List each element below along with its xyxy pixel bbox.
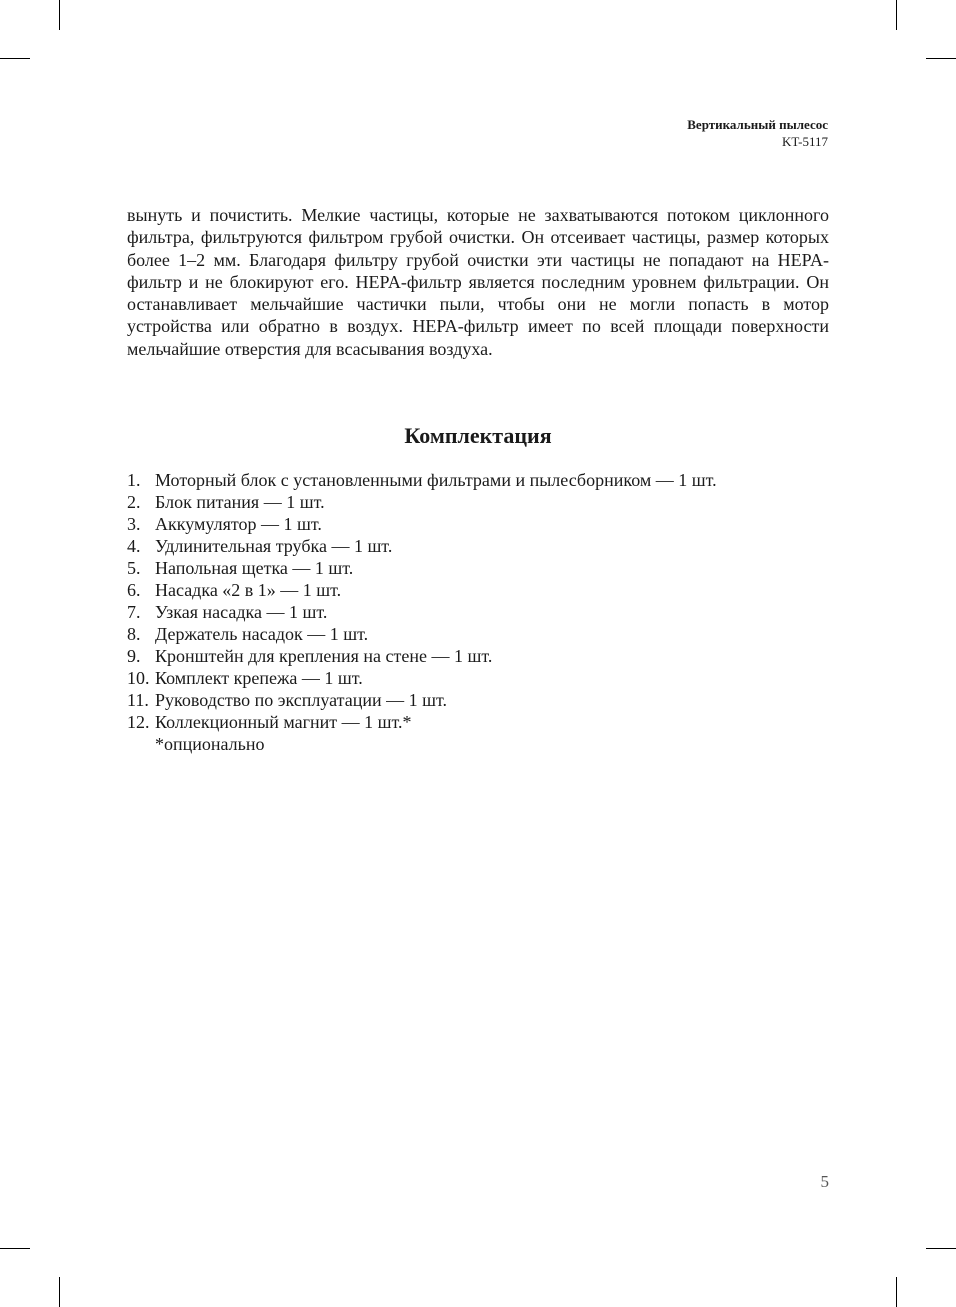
list-item-text: Комплект крепежа — 1 шт. [155, 668, 363, 688]
page-number: 5 [820, 1172, 829, 1191]
list-item-text: Аккумулятор — 1 шт. [155, 514, 322, 534]
list-item [127, 689, 829, 711]
crop-mark-top-left [59, 0, 60, 30]
list-item-text: Удлинительная трубка — 1 шт. [155, 536, 393, 556]
list-item-text: Кронштейн для крепления на стене — 1 шт. [155, 646, 493, 666]
list-item-text: Моторный блок с установленными фильтрами и пылесборником — 1 шт. [155, 470, 717, 490]
list-item [127, 469, 829, 491]
list-item-number: 8. [127, 624, 141, 644]
list-item-text: Руководство по эксплуатации — 1 шт. [155, 690, 447, 710]
crop-mark-bottom-right [896, 1277, 897, 1307]
list-item-number: 7. [127, 602, 141, 622]
list-item-text: Узкая насадка — 1 шт. [155, 602, 328, 622]
list-item [127, 667, 829, 689]
list-item [127, 579, 829, 601]
list-item [127, 535, 829, 557]
list-item [127, 491, 829, 513]
list-item [127, 645, 829, 667]
body-paragraph: вынуть и почистить. Мелкие частицы, которые не захватываются потоком циклонного фильтра, фильтруются фильтром грубой очистки. Он отсеивает частицы, размер которых более 1–2 мм. Благодаря фильтру грубой очистки эти частицы не попадают на HEPA-фильтр и не блокируют его. HEPA-фильтр является последним уровнем фильтрации. Он останавливает мельчайшие частички пыли, чтобы они не могли попасть в мотор устройства или обратно в воздух. HEPA-фильтр имеет по всей площади поверхности мельчайшие отверстия для всасывания воздуха. [127, 205, 829, 359]
list-item-number: 1. [127, 470, 141, 490]
list-item-text: Держатель насадок — 1 шт. [155, 624, 369, 644]
list-item-number: 6. [127, 580, 141, 600]
list-item-text: Коллекционный магнит — 1 шт.* [155, 712, 412, 732]
section-title: Комплектация [404, 423, 552, 448]
list-item-number: 11. [127, 690, 149, 710]
list-item [127, 601, 829, 623]
crop-mark-top-right [896, 0, 897, 30]
list-item [127, 623, 829, 645]
list-item-text: Блок питания — 1 шт. [155, 492, 325, 512]
list-item [127, 711, 829, 733]
crop-mark-top-left-h [0, 58, 30, 59]
kit-list [127, 469, 829, 733]
list-item-number: 3. [127, 514, 141, 534]
list-item-number: 5. [127, 558, 141, 578]
list-item-number: 2. [127, 492, 141, 512]
crop-mark-bottom-left-h [0, 1248, 30, 1249]
crop-mark-bottom-left [59, 1277, 60, 1307]
header-model-number: KT-5117 [782, 134, 828, 149]
footnote: *опционально [155, 734, 265, 754]
list-item-number: 4. [127, 536, 141, 556]
running-header [687, 116, 828, 150]
list-item [127, 513, 829, 535]
crop-mark-bottom-right-h [926, 1248, 956, 1249]
list-item-number: 12. [127, 712, 150, 732]
list-item-number: 9. [127, 646, 141, 666]
crop-mark-top-right-h [926, 58, 956, 59]
header-product-name: Вертикальный пылесос [687, 117, 828, 132]
list-item-number: 10. [127, 668, 150, 688]
list-item-text: Напольная щетка — 1 шт. [155, 558, 354, 578]
list-item [127, 557, 829, 579]
list-item-text: Насадка «2 в 1» — 1 шт. [155, 580, 342, 600]
